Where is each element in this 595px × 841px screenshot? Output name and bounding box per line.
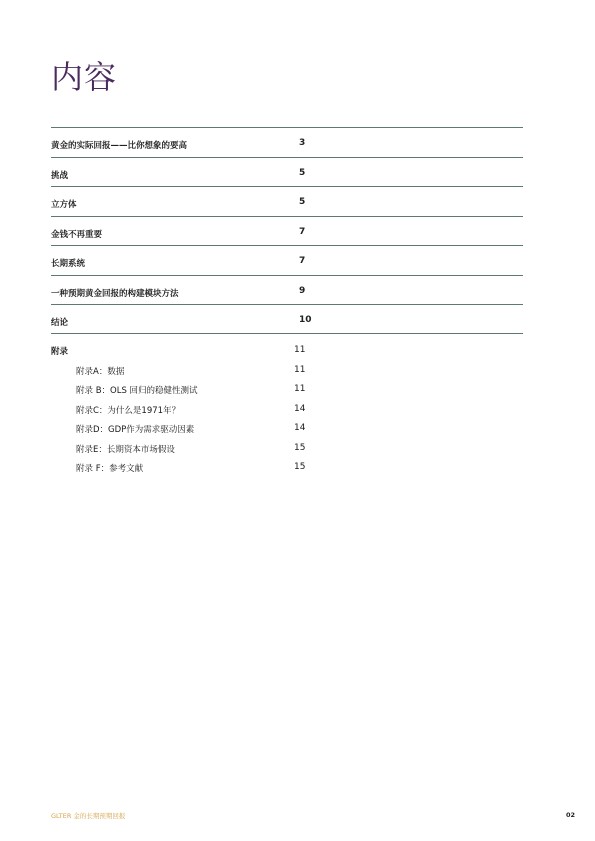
toc-entry-page: 7 bbox=[299, 256, 306, 266]
toc-entry-page: 5 bbox=[299, 167, 306, 178]
appendix-entry[interactable] bbox=[51, 462, 523, 482]
appendix-page: 11 bbox=[294, 345, 306, 355]
toc-entry-page: 3 bbox=[299, 138, 306, 148]
toc-entry[interactable] bbox=[51, 157, 523, 187]
appendix-entry-label: 附录 B：OLS 回归的稳健性测试 bbox=[76, 386, 198, 396]
toc-entry-label: 结论 bbox=[51, 318, 69, 328]
appendix-entry[interactable] bbox=[51, 384, 523, 404]
page-title: 内容 bbox=[51, 58, 118, 96]
appendix-entry-label: 附录 F：参考文献 bbox=[76, 464, 144, 474]
appendix-section bbox=[51, 345, 523, 482]
appendix-entry-page: 15 bbox=[294, 442, 306, 453]
appendix-entry[interactable] bbox=[51, 365, 523, 385]
appendix-entry-label: 附录A：数据 bbox=[76, 366, 125, 377]
toc-entry[interactable] bbox=[51, 127, 523, 157]
toc-entry[interactable] bbox=[51, 275, 523, 305]
appendix-entry-page: 11 bbox=[294, 384, 306, 394]
appendix-entry-label: 附录C：为什么是1971年？ bbox=[76, 405, 181, 416]
footer-document-title: GLTER 金的长期预期回报 bbox=[51, 812, 126, 820]
appendix-entry-page: 14 bbox=[294, 403, 306, 414]
toc-entry-label: 金钱不再重要 bbox=[51, 229, 103, 240]
footer-page-number: 02 bbox=[566, 811, 576, 819]
appendix-entry[interactable] bbox=[51, 443, 523, 463]
toc-entry-label: 黄金的实际回报——比你想象的要高 bbox=[51, 141, 188, 151]
toc-entry-label: 长期系统 bbox=[51, 259, 86, 269]
toc-entry[interactable] bbox=[51, 245, 523, 275]
toc-entry[interactable] bbox=[51, 304, 523, 334]
appendix-entry-page: 15 bbox=[294, 462, 306, 472]
toc-entry-page: 9 bbox=[299, 285, 306, 296]
toc-entry-label: 一种预期黄金回报的构建模块方法 bbox=[51, 288, 179, 299]
table-of-contents bbox=[51, 127, 523, 334]
appendix-entry-page: 14 bbox=[294, 423, 306, 433]
appendix-entry-label: 附录E：长期资本市场假设 bbox=[76, 444, 175, 455]
toc-entry-label: 挑战 bbox=[51, 170, 69, 181]
appendix-entry-label: 附录D：GDP作为需求驱动因素 bbox=[76, 425, 195, 435]
toc-entry-label: 立方体 bbox=[51, 200, 77, 210]
appendix-heading[interactable] bbox=[51, 345, 523, 365]
appendix-entry-page: 11 bbox=[294, 364, 306, 375]
toc-entry[interactable] bbox=[51, 186, 523, 216]
toc-entry-page: 5 bbox=[299, 197, 306, 207]
toc-entry-page: 10 bbox=[299, 315, 312, 325]
appendix-label: 附录 bbox=[51, 347, 69, 357]
toc-entry[interactable] bbox=[51, 216, 523, 246]
appendix-entry[interactable] bbox=[51, 423, 523, 443]
appendix-entry[interactable] bbox=[51, 404, 523, 424]
toc-entry-page: 7 bbox=[299, 226, 306, 237]
